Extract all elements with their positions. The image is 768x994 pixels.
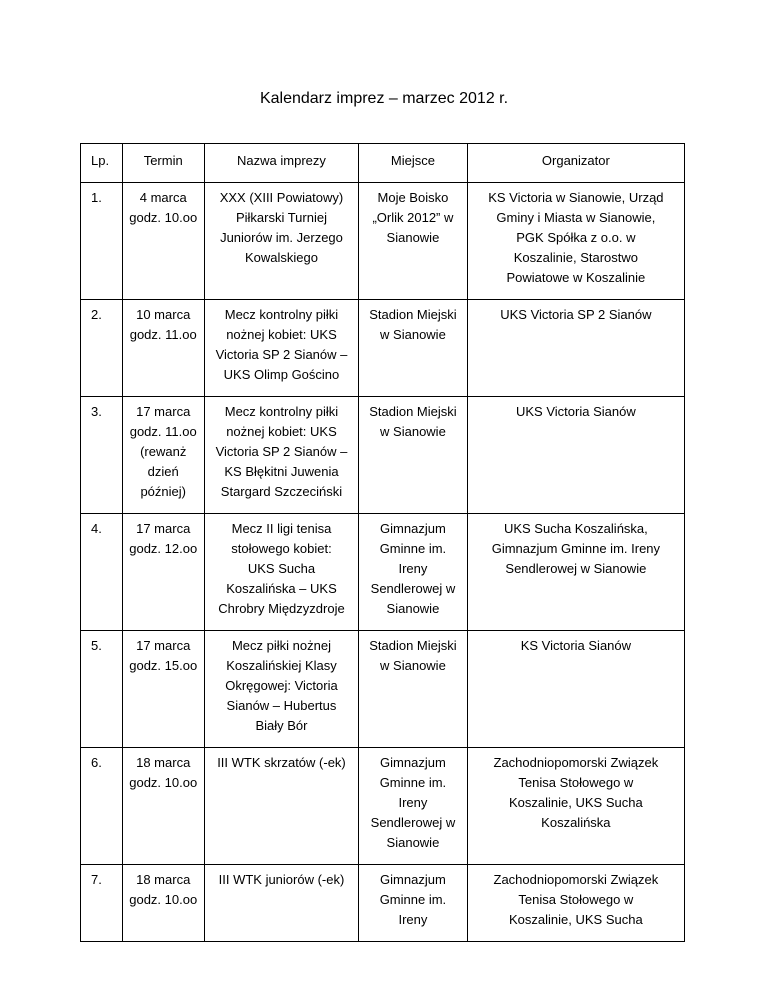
cell-organizer: KS Victoria Sianów: [467, 631, 684, 748]
cell-place: Stadion Miejski w Sianowie: [359, 300, 468, 397]
cell-lp: 2.: [81, 300, 123, 397]
cell-lp: 6.: [81, 748, 123, 865]
cell-lp: 4.: [81, 514, 123, 631]
cell-organizer: UKS Victoria Sianów: [467, 397, 684, 514]
cell-place: Gimnazjum Gminne im. Ireny: [359, 865, 468, 942]
cell-name: Mecz kontrolny piłki nożnej kobiet: UKS Victoria SP 2 Sianów – KS Błękitni Juwenia Stargard Szczeciński: [204, 397, 358, 514]
header-lp: Lp.: [81, 144, 123, 183]
cell-lp: 3.: [81, 397, 123, 514]
header-name: Nazwa imprezy: [204, 144, 358, 183]
table-row: [81, 397, 685, 514]
cell-place: Stadion Miejski w Sianowie: [359, 631, 468, 748]
cell-term: 17 marca godz. 12.oo: [122, 514, 204, 631]
cell-organizer: UKS Victoria SP 2 Sianów: [467, 300, 684, 397]
cell-term: 17 marca godz. 15.oo: [122, 631, 204, 748]
cell-place: Moje Boisko „Orlik 2012” w Sianowie: [359, 183, 468, 300]
page-title: Kalendarz imprez – marzec 2012 r.: [259, 90, 509, 107]
cell-place: Gimnazjum Gminne im. Ireny Sendlerowej w Sianowie: [359, 514, 468, 631]
cell-name: Mecz piłki nożnej Koszalińskiej Klasy Okręgowej: Victoria Sianów – Hubertus Biały Bór: [204, 631, 358, 748]
cell-organizer: Zachodniopomorski Związek Tenisa Stołowego w Koszalinie, UKS Sucha: [467, 865, 684, 942]
cell-name: Mecz II ligi tenisa stołowego kobiet: UKS Sucha Koszalińska – UKS Chrobry Międzyzdroje: [204, 514, 358, 631]
cell-organizer: Zachodniopomorski Związek Tenisa Stołowego w Koszalinie, UKS Sucha Koszalińska: [467, 748, 684, 865]
table-row: [81, 514, 685, 631]
table-header-row: [81, 144, 685, 183]
cell-term: 10 marca godz. 11.oo: [122, 300, 204, 397]
cell-name: XXX (XIII Powiatowy) Piłkarski Turniej Juniorów im. Jerzego Kowalskiego: [204, 183, 358, 300]
cell-place: Stadion Miejski w Sianowie: [359, 397, 468, 514]
cell-term: 18 marca godz. 10.oo: [122, 865, 204, 942]
cell-term: 18 marca godz. 10.oo: [122, 748, 204, 865]
table-row: [81, 631, 685, 748]
header-organizer: Organizator: [467, 144, 684, 183]
header-place: Miejsce: [359, 144, 468, 183]
cell-place: Gimnazjum Gminne im. Ireny Sendlerowej w Sianowie: [359, 748, 468, 865]
events-table: [80, 143, 685, 942]
cell-name: III WTK skrzatów (-ek): [204, 748, 358, 865]
cell-organizer: UKS Sucha Koszalińska, Gimnazjum Gminne im. Ireny Sendlerowej w Sianowie: [467, 514, 684, 631]
cell-lp: 5.: [81, 631, 123, 748]
table-row: [81, 300, 685, 397]
table-row: [81, 748, 685, 865]
cell-name: III WTK juniorów (-ek): [204, 865, 358, 942]
header-term: Termin: [122, 144, 204, 183]
cell-term: 17 marca godz. 11.oo (rewanż dzień później): [122, 397, 204, 514]
cell-lp: 7.: [81, 865, 123, 942]
cell-lp: 1.: [81, 183, 123, 300]
table-row: [81, 183, 685, 300]
cell-organizer: KS Victoria w Sianowie, Urząd Gminy i Miasta w Sianowie, PGK Spółka z o.o. w Koszalinie, Starostwo Powiatowe w Koszalinie: [467, 183, 684, 300]
table-row: [81, 865, 685, 942]
cell-term: 4 marca godz. 10.oo: [122, 183, 204, 300]
cell-name: Mecz kontrolny piłki nożnej kobiet: UKS Victoria SP 2 Sianów – UKS Olimp Gościno: [204, 300, 358, 397]
